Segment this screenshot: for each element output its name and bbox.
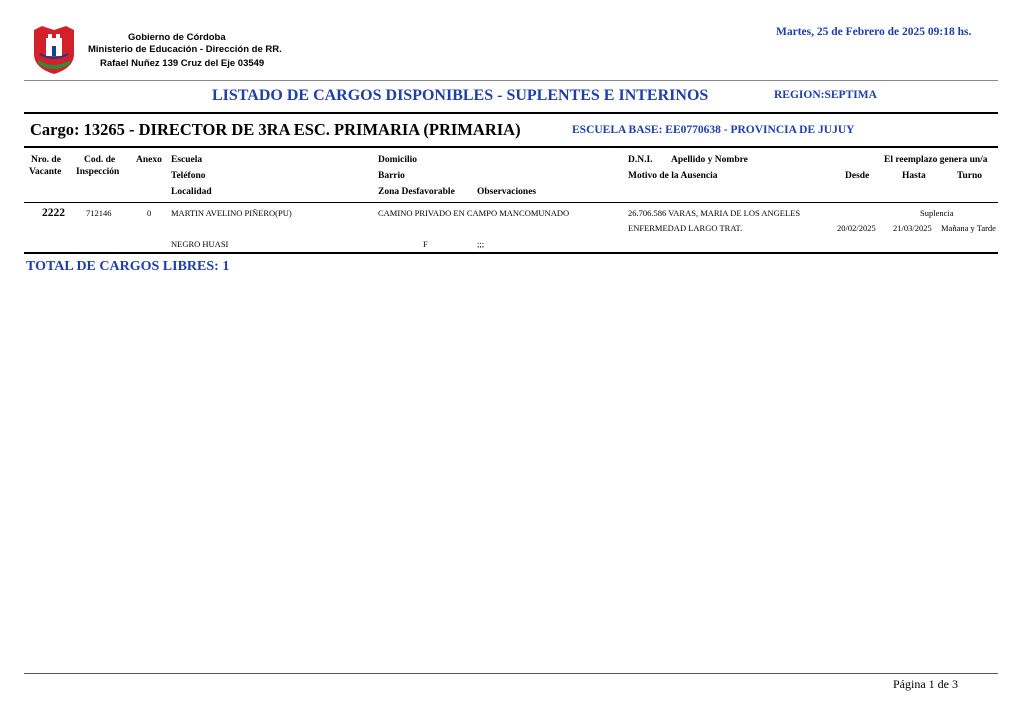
col-zona: Zona Desfavorable (378, 187, 455, 197)
col-nro-vacante-1: Nro. de (31, 155, 61, 165)
col-anexo: Anexo (136, 155, 162, 165)
total-cargos-libres: TOTAL DE CARGOS LIBRES: 1 (26, 259, 230, 274)
col-localidad: Localidad (171, 187, 212, 197)
row-domicilio: CAMINO PRIVADO EN CAMPO MANCOMUNADO (378, 208, 570, 218)
columns-divider (24, 202, 998, 203)
row-hasta: 21/03/2025 (893, 223, 932, 233)
row-dni-nombre: 26.706.586 VARAS, MARIA DE LOS ANGELES (628, 208, 801, 218)
cargo-divider (24, 146, 998, 148)
row-escuela: MARTIN AVELINO PIÑERO(PU) (171, 208, 292, 218)
footer-divider (24, 673, 998, 674)
row-reemplazo: Suplencia (920, 208, 954, 218)
row-anexo: 0 (147, 208, 152, 218)
col-hasta: Hasta (902, 171, 926, 181)
org-name: Gobierno de Córdoba (128, 32, 226, 43)
row-turno: Mañana y Tarde (941, 223, 996, 233)
col-nro-vacante-2: Vacante (29, 167, 62, 177)
row-nro-vacante: 2222 (42, 207, 65, 219)
col-domicilio: Domicilio (378, 155, 418, 165)
col-reemplazo: El reemplazo genera un/a (884, 155, 988, 165)
col-desde: Desde (845, 171, 870, 181)
cargo-title: Cargo: 13265 - DIRECTOR DE 3RA ESC. PRIMARIA (PRIMARIA) (30, 120, 521, 139)
col-cod-inspeccion-1: Cod. de (84, 155, 116, 165)
row-observaciones: ;;; (477, 239, 485, 249)
row-localidad: NEGRO HUASI (171, 239, 229, 249)
row-zona: F (423, 239, 428, 249)
header-divider (24, 80, 998, 81)
title-divider (24, 112, 998, 114)
report-datetime: Martes, 25 de Febrero de 2025 09:18 hs. (776, 26, 972, 38)
col-dni: D.N.I. (628, 155, 653, 165)
col-motivo: Motivo de la Ausencia (628, 171, 718, 181)
col-observaciones: Observaciones (477, 187, 537, 197)
escuela-base: ESCUELA BASE: EE0770638 - PROVINCIA DE JUJUY (572, 124, 855, 136)
report-title: LISTADO DE CARGOS DISPONIBLES - SUPLENTES E INTERINOS (212, 87, 709, 104)
row-motivo: ENFERMEDAD LARGO TRAT. (628, 223, 743, 233)
col-barrio: Barrio (378, 171, 405, 181)
row-cod-inspeccion: 712146 (86, 208, 112, 218)
row-desde: 20/02/2025 (837, 223, 876, 233)
col-apellido: Apellido y Nombre (671, 155, 748, 165)
col-cod-inspeccion-2: Inspección (76, 167, 120, 177)
col-telefono: Teléfono (171, 171, 206, 181)
org-ministry: Ministerio de Educación - Dirección de RR. (88, 44, 282, 55)
col-escuela: Escuela (171, 155, 203, 165)
region-label: REGION:SEPTIMA (774, 89, 877, 101)
row-divider (24, 252, 998, 254)
page-number: Página 1 de 3 (893, 677, 958, 691)
col-turno: Turno (957, 171, 982, 181)
province-crest-logo (28, 24, 80, 78)
org-address: Rafael Nuñez 139 Cruz del Eje 03549 (100, 58, 265, 69)
